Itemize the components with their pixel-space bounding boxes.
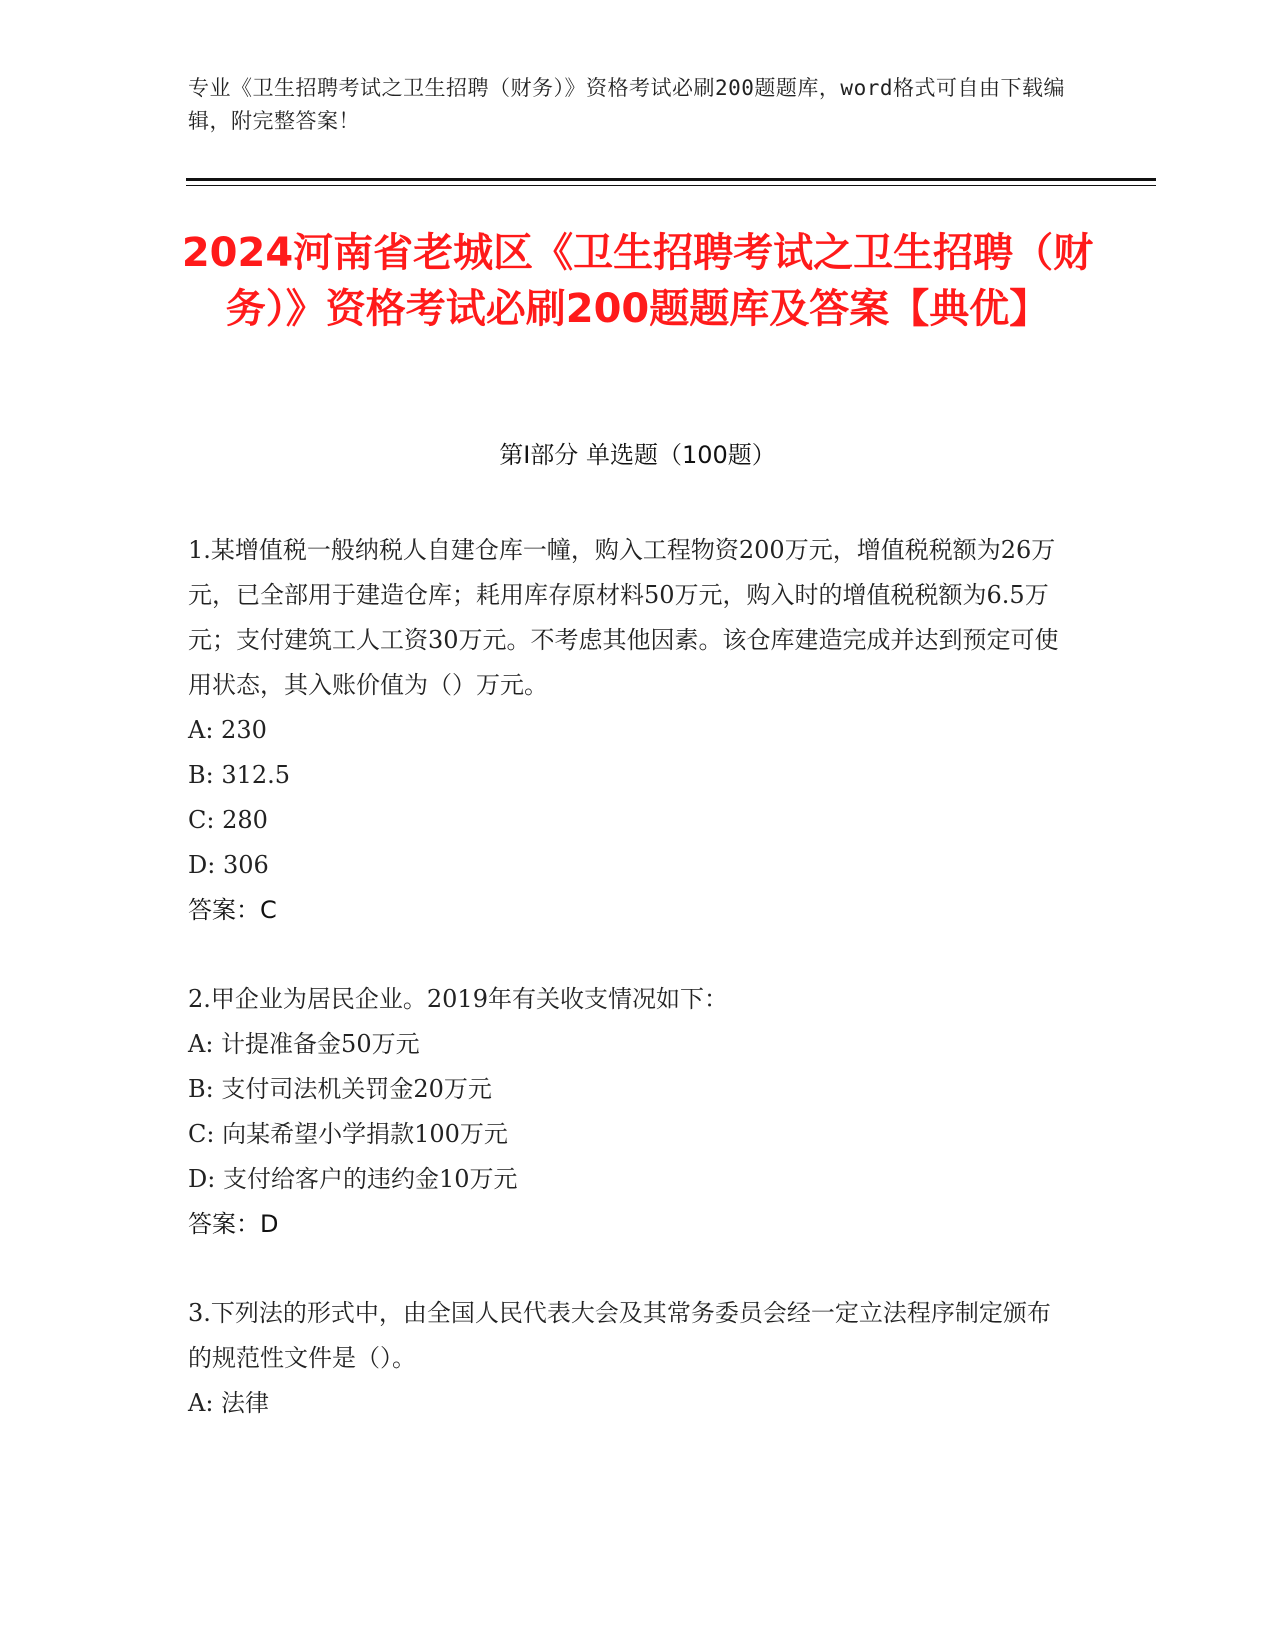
question-option-d: D: 支付给客户的违约金10万元 bbox=[188, 1165, 518, 1193]
question-option-b: B: 支付司法机关罚金20万元 bbox=[188, 1075, 492, 1103]
question-stem: 2.甲企业为居民企业。2019年有关收支情况如下： bbox=[188, 985, 728, 1013]
header-divider-thin bbox=[186, 185, 1156, 186]
section-title: 第I部分 单选题（100题） bbox=[499, 441, 776, 469]
question-2 bbox=[188, 977, 1068, 1247]
question-1 bbox=[188, 528, 1068, 933]
question-option-a: A: 法律 bbox=[188, 1389, 270, 1417]
document-title: 2024河南省老城区《卫生招聘考试之卫生招聘（财务）》资格考试必刷200题题库及答案【典优】 bbox=[181, 230, 1094, 332]
question-option-c: C: 向某希望小学捐款100万元 bbox=[188, 1120, 508, 1148]
header-note: 专业《卫生招聘考试之卫生招聘（财务）》资格考试必刷200题题库，word格式可自由下载编辑，附完整答案！ bbox=[188, 76, 1065, 133]
header-divider-thick bbox=[186, 178, 1156, 181]
question-3 bbox=[188, 1291, 1068, 1426]
question-option-d: D: 306 bbox=[188, 851, 269, 879]
question-option-a: A: 计提准备金50万元 bbox=[188, 1030, 420, 1058]
question-option-c: C: 280 bbox=[188, 806, 268, 834]
question-stem: 3.下列法的形式中，由全国人民代表大会及其常务委员会经一定立法程序制定颁布的规范性文件是（）。 bbox=[188, 1299, 1051, 1372]
question-answer: 答案：D bbox=[188, 1210, 279, 1238]
question-option-a: A: 230 bbox=[188, 716, 267, 744]
question-list bbox=[188, 528, 1068, 1470]
question-stem: 1.某增值税一般纳税人自建仓库一幢，购入工程物资200万元，增值税税额为26万元，已全部用于建造仓库；耗用库存原材料50万元，购入时的增值税税额为6.5万元；支付建筑工人工资30万元。不考虑其他因素。该仓库建造完成并达到预定可使用状态，其入账价值为（）万元。 bbox=[188, 536, 1059, 699]
question-option-b: B: 312.5 bbox=[188, 761, 291, 789]
question-answer: 答案：C bbox=[188, 896, 277, 924]
